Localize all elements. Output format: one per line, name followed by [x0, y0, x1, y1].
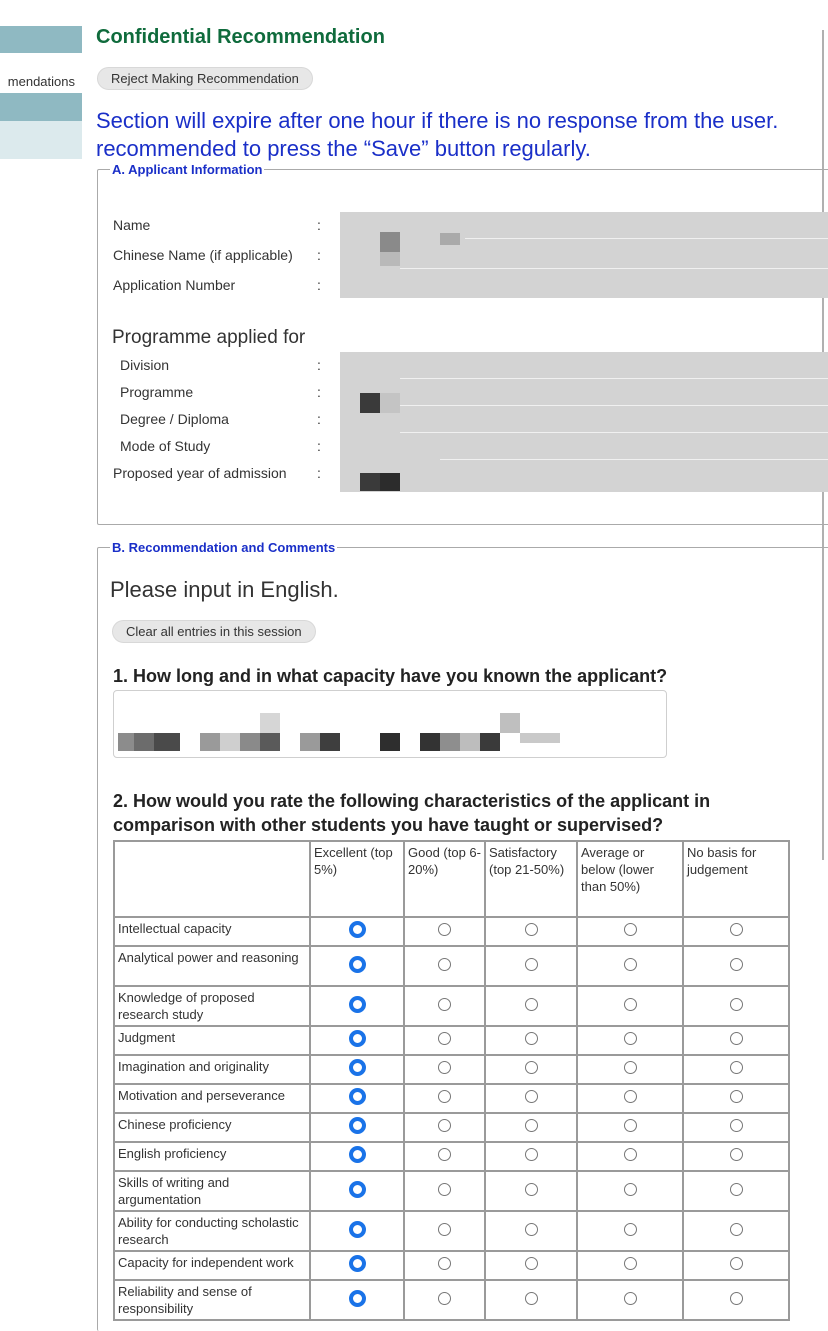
division-label: Division — [120, 357, 170, 373]
rating-row — [114, 917, 789, 946]
rating-radio-excellent[interactable] — [349, 956, 366, 973]
question-2-label: 2. How would you rate the following characteristics of the applicant in comparison with other students you have taught or supervised? — [113, 791, 711, 835]
rating-cell-no-basis — [683, 917, 789, 946]
rating-radio-satisfactory[interactable] — [525, 958, 538, 971]
rating-radio-good[interactable] — [438, 1061, 451, 1074]
rating-radio-satisfactory[interactable] — [525, 1090, 538, 1103]
characteristic-label: Skills of writing and argumentation — [114, 1171, 310, 1211]
rating-radio-good[interactable] — [438, 1223, 451, 1236]
rating-cell-satisfactory — [485, 1171, 577, 1211]
rating-cell-average — [577, 986, 683, 1026]
degree-colon: : — [317, 411, 321, 427]
rating-cell-no-basis — [683, 1211, 789, 1251]
rating-radio-average[interactable] — [624, 958, 637, 971]
admission-year-colon: : — [317, 465, 321, 481]
redaction-pixel — [134, 733, 154, 751]
rating-cell-satisfactory — [485, 1026, 577, 1055]
rating-cell-good — [404, 1280, 485, 1320]
redaction-pixel — [380, 232, 400, 252]
characteristic-label: Analytical power and reasoning — [114, 946, 310, 986]
redaction-pixel — [200, 733, 220, 751]
redaction-divider — [400, 432, 828, 433]
rating-cell-no-basis — [683, 1171, 789, 1211]
degree-label: Degree / Diploma — [120, 411, 229, 427]
rating-radio-satisfactory[interactable] — [525, 998, 538, 1011]
rating-radio-no-basis[interactable] — [730, 1223, 743, 1236]
input-language-note: Please input in English. — [110, 577, 339, 602]
rating-cell-average — [577, 1251, 683, 1280]
redaction-pixel — [460, 733, 480, 751]
rating-cell-average — [577, 1026, 683, 1055]
redaction-divider — [400, 268, 828, 269]
rating-cell-satisfactory — [485, 1211, 577, 1251]
rating-cell-average — [577, 1280, 683, 1320]
rating-radio-good[interactable] — [438, 1148, 451, 1161]
rating-radio-no-basis[interactable] — [730, 923, 743, 936]
rating-cell-excellent — [310, 1055, 404, 1084]
rating-radio-no-basis[interactable] — [730, 1292, 743, 1305]
rating-radio-average[interactable] — [624, 1148, 637, 1161]
redaction-pixel — [480, 733, 500, 751]
sidebar-item-top[interactable] — [0, 26, 82, 53]
rating-radio-average[interactable] — [624, 1061, 637, 1074]
rating-cell-good — [404, 946, 485, 986]
redaction-pixel — [440, 233, 460, 245]
mode-of-study-colon: : — [317, 438, 321, 454]
rating-cell-excellent — [310, 1142, 404, 1171]
expiry-notice-line1: Section will expire after one hour if there is no response from the user. — [96, 108, 779, 133]
rating-cell-no-basis — [683, 1142, 789, 1171]
rating-cell-excellent — [310, 1280, 404, 1320]
rating-radio-average[interactable] — [624, 1119, 637, 1132]
rating-radio-good[interactable] — [438, 1032, 451, 1045]
redaction-pixel — [260, 733, 280, 751]
rating-cell-no-basis — [683, 1084, 789, 1113]
rating-cell-no-basis — [683, 1026, 789, 1055]
page-title: Confidential Recommendation — [96, 26, 385, 48]
rating-radio-satisfactory[interactable] — [525, 923, 538, 936]
rating-cell-satisfactory — [485, 1142, 577, 1171]
rating-cell-satisfactory — [485, 1113, 577, 1142]
rating-cell-good — [404, 1142, 485, 1171]
rating-radio-excellent[interactable] — [349, 1290, 366, 1307]
rating-cell-good — [404, 1251, 485, 1280]
rating-radio-average[interactable] — [624, 998, 637, 1011]
redaction-pixel — [380, 473, 400, 491]
redaction-pixel — [420, 733, 440, 751]
characteristic-label: Reliability and sense of responsibility — [114, 1280, 310, 1320]
rating-radio-satisfactory[interactable] — [525, 1223, 538, 1236]
rating-cell-average — [577, 917, 683, 946]
application-number-label: Application Number — [113, 277, 236, 293]
ratings-header-row — [114, 841, 789, 917]
rating-row — [114, 1026, 789, 1055]
rating-radio-excellent[interactable] — [349, 1181, 366, 1198]
rating-cell-average — [577, 1055, 683, 1084]
rating-row — [114, 1171, 789, 1211]
rating-radio-average[interactable] — [624, 1032, 637, 1045]
characteristic-label: Motivation and perseverance — [114, 1084, 310, 1113]
reject-recommendation-button[interactable]: Reject Making Recommendation — [97, 67, 313, 90]
rating-cell-satisfactory — [485, 946, 577, 986]
rating-cell-average — [577, 1113, 683, 1142]
redaction-divider — [400, 378, 828, 379]
rating-cell-excellent — [310, 1113, 404, 1142]
redaction-pixel — [118, 733, 134, 751]
characteristic-label: Ability for conducting scholastic research — [114, 1211, 310, 1251]
applicant-details-redacted — [340, 212, 828, 298]
rating-radio-average[interactable] — [624, 1223, 637, 1236]
rating-row — [114, 946, 789, 986]
rating-radio-no-basis[interactable] — [730, 1183, 743, 1196]
column-header-satisfactory: Satisfactory (top 21-50%) — [485, 841, 577, 917]
characteristic-label: Chinese proficiency — [114, 1113, 310, 1142]
sidebar-item-label: mendations — [7, 74, 75, 89]
rating-cell-satisfactory — [485, 917, 577, 946]
characteristic-label: Judgment — [114, 1026, 310, 1055]
column-header-average: Average or below (lower than 50%) — [577, 841, 683, 917]
rating-cell-no-basis — [683, 946, 789, 986]
rating-radio-good[interactable] — [438, 998, 451, 1011]
rating-radio-no-basis[interactable] — [730, 958, 743, 971]
characteristic-label: English proficiency — [114, 1142, 310, 1171]
rating-cell-excellent — [310, 1026, 404, 1055]
rating-radio-excellent[interactable] — [349, 1030, 366, 1047]
rating-radio-excellent[interactable] — [349, 1221, 366, 1238]
question-1-label: 1. How long and in what capacity have you known the applicant? — [113, 666, 668, 686]
rating-row — [114, 1084, 789, 1113]
rating-cell-excellent — [310, 1211, 404, 1251]
redaction-pixel — [260, 713, 280, 733]
division-colon: : — [317, 357, 321, 373]
redaction-pixel — [320, 733, 340, 751]
rating-cell-good — [404, 1211, 485, 1251]
ratings-header-blank — [114, 841, 310, 917]
expiry-notice — [96, 107, 828, 163]
rating-row — [114, 1113, 789, 1142]
rating-radio-satisfactory[interactable] — [525, 1032, 538, 1045]
rating-row — [114, 986, 789, 1026]
rating-cell-satisfactory — [485, 986, 577, 1026]
rating-row — [114, 1251, 789, 1280]
rating-cell-average — [577, 1171, 683, 1211]
redaction-pixel — [220, 733, 240, 751]
rating-cell-satisfactory — [485, 1055, 577, 1084]
characteristic-label: Intellectual capacity — [114, 917, 310, 946]
rating-cell-good — [404, 1026, 485, 1055]
characteristic-label: Imagination and originality — [114, 1055, 310, 1084]
rating-cell-excellent — [310, 1084, 404, 1113]
programme-details-redacted — [340, 352, 828, 492]
rating-radio-satisfactory[interactable] — [525, 1061, 538, 1074]
rating-cell-average — [577, 1142, 683, 1171]
redaction-divider — [440, 459, 828, 460]
rating-radio-no-basis[interactable] — [730, 1090, 743, 1103]
admission-year-label: Proposed year of admission — [113, 465, 287, 481]
rating-row — [114, 1211, 789, 1251]
column-header-excellent: Excellent (top 5%) — [310, 841, 404, 917]
programme-heading: Programme applied for — [112, 327, 306, 348]
rating-cell-good — [404, 1113, 485, 1142]
rating-radio-no-basis[interactable] — [730, 1257, 743, 1270]
rating-cell-satisfactory — [485, 1251, 577, 1280]
rating-radio-average[interactable] — [624, 1183, 637, 1196]
ratings-table — [113, 840, 790, 1321]
rating-cell-no-basis — [683, 986, 789, 1026]
redaction-pixel — [300, 733, 320, 751]
chinese-name-colon: : — [317, 247, 321, 263]
redaction-pixel — [380, 252, 400, 266]
rating-cell-excellent — [310, 1251, 404, 1280]
rating-radio-average[interactable] — [624, 1292, 637, 1305]
mode-of-study-label: Mode of Study — [120, 438, 211, 454]
clear-entries-button[interactable]: Clear all entries in this session — [112, 620, 316, 643]
rating-radio-excellent[interactable] — [349, 1117, 366, 1134]
redaction-divider — [465, 238, 828, 239]
redaction-pixel — [360, 393, 380, 413]
rating-radio-good[interactable] — [438, 958, 451, 971]
rating-radio-excellent[interactable] — [349, 1255, 366, 1272]
column-header-good: Good (top 6-20%) — [404, 841, 485, 917]
rating-cell-satisfactory — [485, 1084, 577, 1113]
sidebar-item-lower[interactable] — [0, 121, 82, 159]
rating-row — [114, 1142, 789, 1171]
redaction-pixel — [380, 733, 400, 751]
rating-radio-satisfactory[interactable] — [525, 1148, 538, 1161]
rating-radio-good[interactable] — [438, 1090, 451, 1103]
rating-cell-no-basis — [683, 1113, 789, 1142]
application-number-colon: : — [317, 277, 321, 293]
chinese-name-label: Chinese Name (if applicable) — [113, 247, 293, 263]
redaction-pixel — [520, 733, 560, 743]
rating-cell-average — [577, 1211, 683, 1251]
rating-cell-no-basis — [683, 1055, 789, 1084]
rating-radio-satisfactory[interactable] — [525, 1257, 538, 1270]
rating-radio-excellent[interactable] — [349, 1088, 366, 1105]
rating-cell-no-basis — [683, 1251, 789, 1280]
rating-radio-excellent[interactable] — [349, 1146, 366, 1163]
sidebar-item-active[interactable] — [0, 93, 82, 121]
characteristic-label: Capacity for independent work — [114, 1251, 310, 1280]
redaction-pixel — [380, 393, 400, 413]
rating-radio-excellent[interactable] — [349, 996, 366, 1013]
rating-radio-no-basis[interactable] — [730, 1032, 743, 1045]
rating-cell-excellent — [310, 946, 404, 986]
rating-radio-good[interactable] — [438, 1292, 451, 1305]
characteristic-label: Knowledge of proposed research study — [114, 986, 310, 1026]
rating-row — [114, 1280, 789, 1320]
sidebar-item-recommendations[interactable] — [0, 53, 82, 93]
name-colon: : — [317, 217, 321, 233]
rating-radio-excellent[interactable] — [349, 1059, 366, 1076]
redaction-divider — [400, 405, 828, 406]
rating-row — [114, 1055, 789, 1084]
rating-radio-satisfactory[interactable] — [525, 1183, 538, 1196]
rating-radio-satisfactory[interactable] — [525, 1292, 538, 1305]
expiry-notice-line2: recommended to press the “Save” button regularly. — [96, 136, 591, 161]
rating-radio-satisfactory[interactable] — [525, 1119, 538, 1132]
section-a-legend: A. Applicant Information — [112, 162, 263, 177]
rating-cell-good — [404, 986, 485, 1026]
rating-radio-no-basis[interactable] — [730, 1119, 743, 1132]
rating-cell-good — [404, 1171, 485, 1211]
rating-cell-excellent — [310, 986, 404, 1026]
rating-cell-satisfactory — [485, 1280, 577, 1320]
rating-radio-average[interactable] — [624, 923, 637, 936]
redaction-pixel — [154, 733, 180, 751]
rating-radio-average[interactable] — [624, 1257, 637, 1270]
rating-radio-no-basis[interactable] — [730, 1148, 743, 1161]
rating-radio-excellent[interactable] — [349, 921, 366, 938]
rating-cell-good — [404, 1084, 485, 1113]
rating-cell-good — [404, 1055, 485, 1084]
redaction-pixel — [500, 713, 520, 733]
rating-radio-good[interactable] — [438, 1183, 451, 1196]
rating-cell-no-basis — [683, 1280, 789, 1320]
section-b-legend: B. Recommendation and Comments — [112, 540, 336, 555]
rating-radio-good[interactable] — [438, 923, 451, 936]
rating-cell-excellent — [310, 1171, 404, 1211]
rating-cell-excellent — [310, 917, 404, 946]
rating-cell-average — [577, 1084, 683, 1113]
rating-radio-no-basis[interactable] — [730, 998, 743, 1011]
name-label: Name — [113, 217, 151, 233]
question-1-answer-field[interactable] — [113, 690, 667, 758]
rating-cell-good — [404, 917, 485, 946]
programme-colon: : — [317, 384, 321, 400]
redaction-pixel — [360, 473, 380, 491]
rating-cell-average — [577, 946, 683, 986]
column-header-no-basis: No basis for judgement — [683, 841, 789, 917]
redaction-pixel — [440, 733, 460, 751]
programme-label: Programme — [120, 384, 194, 400]
redaction-pixel — [240, 733, 260, 751]
rating-radio-no-basis[interactable] — [730, 1061, 743, 1074]
rating-radio-good[interactable] — [438, 1119, 451, 1132]
rating-radio-average[interactable] — [624, 1090, 637, 1103]
rating-radio-good[interactable] — [438, 1257, 451, 1270]
